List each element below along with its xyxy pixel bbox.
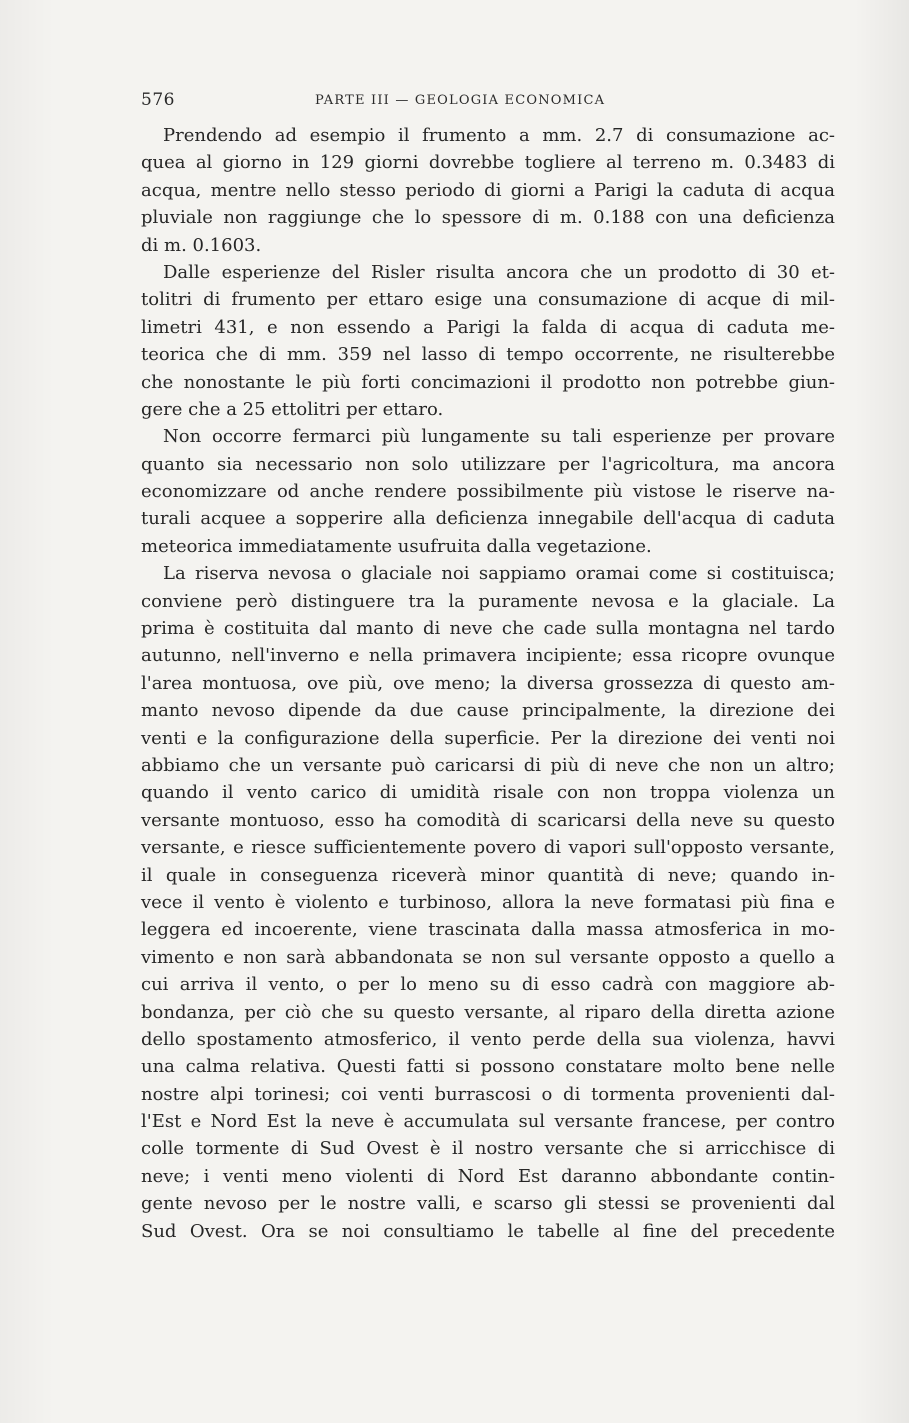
text-line: quanto sia necessario non solo utilizzare per l'agricoltura, ma ancora: [141, 453, 835, 475]
text-line: una calma relativa. Questi fatti si possono constatare molto bene nelle: [141, 1056, 835, 1078]
text-line: pluviale non raggiunge che lo spessore di m. 0.188 con una deficienza: [141, 207, 835, 229]
text-line: bondanza, per ciò che su questo versante, al riparo della diretta azione: [141, 1001, 835, 1023]
text-line: Non occorre fermarci più lungamente su tali esperienze per provare: [163, 426, 835, 448]
text-line: l'Est e Nord Est la neve è accumulata sul versante francese, per contro: [141, 1111, 835, 1133]
text-line: gere che a 25 ettolitri per ettaro.: [141, 398, 444, 420]
text-line: Prendendo ad esempio il frumento a mm. 2.7 di consumazione ac-: [163, 125, 835, 146]
text-line: leggera ed incoerente, viene trascinata dalla massa atmosferica in mo-: [141, 919, 835, 941]
text-line: autunno, nell'inverno e nella primavera incipiente; essa ricopre ovunque: [141, 645, 835, 667]
text-line: teorica che di mm. 359 nel lasso di tempo occorrente, ne risulterebbe: [141, 344, 835, 366]
text-line: Dalle esperienze del Risler risulta ancora che un prodotto di 30 et-: [163, 261, 835, 283]
text-line: neve; i venti meno violenti di Nord Est daranno abbondante contin-: [141, 1165, 835, 1187]
text-line: colle tormente di Sud Ovest è il nostro versante che si arricchisce di: [141, 1138, 835, 1160]
text-line: di m. 0.1603.: [141, 234, 262, 256]
page-header: [141, 90, 835, 114]
text-line: limetri 431, e non essendo a Parigi la falda di acqua di caduta me-: [141, 316, 835, 338]
paragraph-1: [141, 122, 835, 259]
text-line: versante, e riesce sufficientemente povero di vapori sull'opposto versante,: [141, 837, 835, 859]
text-line: tolitri di frumento per ettaro esige una consumazione di acque di mil-: [141, 289, 835, 311]
text-line: vimento e non sarà abbandonata se non sul versante opposto a quello a: [141, 946, 835, 968]
text-line: vece il vento è violento e turbinoso, allora la neve formatasi più fina e: [141, 891, 835, 913]
text-line: l'area montuosa, ove più, ove meno; la diversa grossezza di questo am-: [141, 672, 835, 694]
text-line: versante montuoso, esso ha comodità di scaricarsi della neve su questo: [141, 809, 835, 831]
text-line: Sud Ovest. Ora se noi consultiamo le tabelle al fine del precedente: [141, 1220, 835, 1242]
text-line: dello spostamento atmosferico, il vento perde della sua violenza, havvi: [141, 1028, 835, 1050]
paragraph-4: [141, 560, 835, 1245]
text-line: manto nevoso dipende da due cause principalmente, la direzione dei: [141, 700, 835, 722]
text-line: abbiamo che un versante può caricarsi di più di neve che non un altro;: [141, 754, 835, 776]
text-line: cui arriva il vento, o per lo meno su di esso cadrà con maggiore ab-: [141, 974, 835, 996]
paragraph-2: [141, 259, 835, 423]
text-line: venti e la configurazione della superficie. Per la direzione dei venti noi: [141, 727, 835, 749]
body-text: [141, 122, 835, 1245]
text-line: quando il vento carico di umidità risale con non troppa violenza un: [141, 782, 835, 804]
text-line: economizzare od anche rendere possibilmente più vistose le riserve na-: [141, 481, 835, 503]
text-line: La riserva nevosa o glaciale noi sappiamo oramai come si costituisca;: [163, 563, 835, 585]
page-number: 576: [141, 90, 175, 110]
text-line: prima è costituita dal manto di neve che cade sulla montagna nel tardo: [141, 618, 835, 640]
text-line: gente nevoso per le nostre valli, e scarso gli stessi se provenienti dal: [141, 1193, 835, 1215]
paragraph-3: [141, 423, 835, 560]
text-line: acqua, mentre nello stesso periodo di giorni a Parigi la caduta di acqua: [141, 179, 835, 201]
text-line: conviene però distinguere tra la puramente nevosa e la glaciale. La: [141, 590, 835, 612]
text-line: che nonostante le più forti concimazioni il prodotto non potrebbe giun-: [141, 371, 835, 393]
text-line: quea al giorno in 129 giorni dovrebbe togliere al terreno m. 0.3483 di: [141, 152, 835, 174]
text-line: turali acquee a sopperire alla deficienza innegabile dell'acqua di caduta: [141, 508, 835, 530]
text-line: meteorica immediatamente usufruita dalla vegetazione.: [141, 535, 652, 557]
text-line: nostre alpi torinesi; coi venti burrascosi o di tormenta provenienti dal-: [141, 1083, 835, 1105]
running-head: PARTE III — GEOLOGIA ECONOMICA: [315, 93, 606, 108]
text-line: il quale in conseguenza riceverà minor quantità di neve; quando in-: [141, 864, 835, 886]
